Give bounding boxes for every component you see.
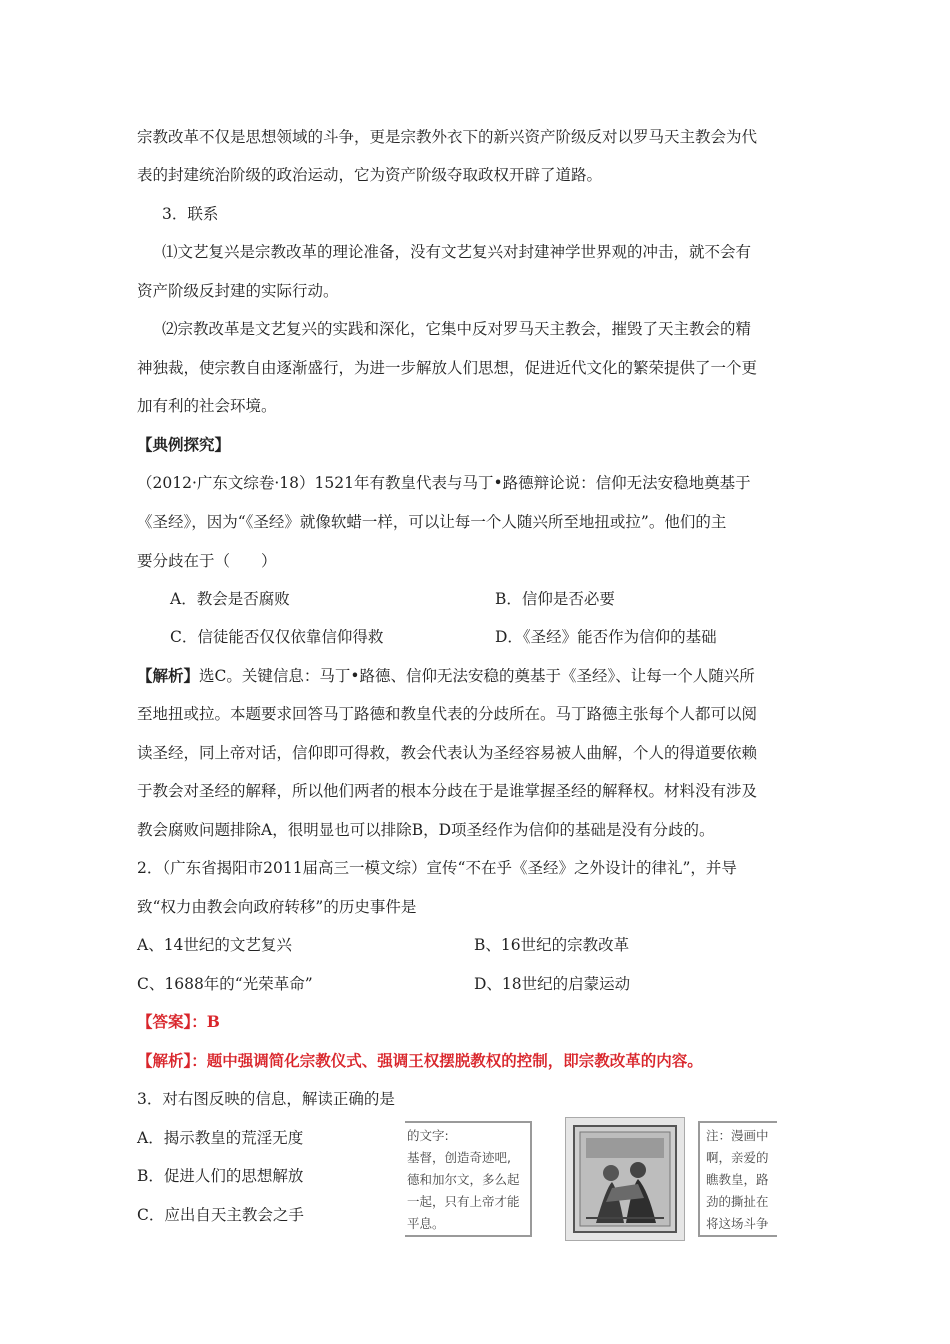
point1-line-2: 资产阶级反封建的实际行动。	[137, 282, 339, 300]
point1-line-1: ⑴文艺复兴是宗教改革的理论准备，没有文艺复兴对封建神学世界观的冲击，就不会有	[162, 243, 752, 261]
cartoon-engraving	[565, 1117, 685, 1241]
q3-option-b: B．促进人们的思想解放	[137, 1167, 304, 1185]
figure-caption-left	[405, 1121, 532, 1237]
paragraph-line-2: 表的封建统治阶级的政治运动，它为资产阶级夺取政权开辟了道路。	[137, 166, 603, 184]
point2-line-3: 加有利的社会环境。	[137, 397, 277, 415]
q1-stem-line-3: 要分歧在于（ ）	[137, 552, 277, 570]
figure-caption-left-text: 的文字: 基督，创造奇迹吧, 德和加尔文，多么起 一起，只有上帝才能 平息。	[407, 1128, 520, 1231]
point2-line-2: 神独裁，使宗教自由逐渐盛行，为进一步解放人们思想，促进近代文化的繁荣提供了一个更	[137, 359, 758, 377]
point2-line-1: ⑵宗教改革是文艺复兴的实践和深化，它集中反对罗马天主教会，摧毁了天主教会的精	[162, 320, 752, 338]
q2-answer-label: 【答案】	[137, 1012, 192, 1031]
example-heading: 【典例探究】	[137, 435, 231, 454]
q1-analysis-line-3: 读圣经，同上帝对话，信仰即可得救，教会代表认为圣经容易被人曲解，个人的得道要依赖	[137, 744, 758, 762]
q1-analysis-line-1	[137, 666, 755, 686]
q2-option-b: B、16世纪的宗教改革	[474, 936, 630, 954]
q1-stem-line-1: （2012·广东文综卷·18）1521年有教皇代表与马丁•路德辩论说：信仰无法安稳地奠基于	[137, 474, 751, 492]
cartoon-figure	[405, 1117, 777, 1241]
engraving-illustration-icon	[566, 1118, 684, 1240]
q1-option-c: C．信徒能否仅仅依靠信仰得救	[170, 628, 384, 646]
q1-option-a: A．教会是否腐败	[170, 590, 290, 608]
q3-option-c: C．应出自天主教会之手	[137, 1206, 304, 1224]
q1-analysis-line-4: 于教会对圣经的解释，所以他们两者的根本分歧在于是谁掌握圣经的解释权。材料没有涉及	[137, 782, 758, 800]
q2-option-d: D、18世纪的启蒙运动	[474, 975, 631, 993]
q2-stem-line-2: 致“权力由教会向政府转移”的历史事件是	[137, 898, 417, 916]
q1-analysis-text: 选C。关键信息：马丁•路德、信仰无法安稳的奠基于《圣经》、让每一个人随兴所	[199, 667, 755, 685]
q2-analysis-text: ：题中强调简化宗教仪式、强调王权摆脱教权的控制，即宗教改革的内容。	[191, 1051, 703, 1070]
q1-option-d: D．《圣经》能否作为信仰的基础	[495, 628, 717, 646]
q3-option-a: A．揭示教皇的荒淫无度	[137, 1129, 304, 1147]
q3-stem: 3．对右图反映的信息，解读正确的是	[137, 1090, 395, 1108]
section3-title: 3．联系	[162, 205, 219, 223]
q1-analysis-label: 【解析】	[137, 666, 200, 685]
figure-caption-right	[698, 1121, 777, 1237]
q1-option-b: B．信仰是否必要	[495, 590, 615, 608]
paragraph-line-1: 宗教改革不仅是思想领域的斗争，更是宗教外衣下的新兴资产阶级反对以罗马天主教会为代	[137, 128, 758, 146]
q2-analysis-label: 【解析】	[137, 1051, 192, 1070]
q1-stem-line-2: 《圣经》，因为“《圣经》就像软蜡一样，可以让每一个人随兴所至地扭或拉”。他们的主	[137, 513, 727, 531]
q2-analysis	[137, 1051, 703, 1071]
q2-answer	[137, 1012, 220, 1032]
figure-caption-right-text: 注：漫画中 啊，亲爱的 瞧教皇，路 劲的撕扯在 将这场斗争	[706, 1128, 769, 1231]
q1-analysis-line-5: 教会腐败问题排除A，很明显也可以排除B，D项圣经作为信仰的基础是没有分歧的。	[137, 821, 715, 839]
q2-option-a: A、14世纪的文艺复兴	[137, 936, 292, 954]
q2-answer-text: ：B	[191, 1012, 220, 1031]
q2-option-c: C、1688年的“光荣革命”	[137, 975, 313, 993]
q1-analysis-line-2: 至地扭或拉。本题要求回答马丁路德和教皇代表的分歧所在。马丁路德主张每个人都可以阅	[137, 705, 758, 723]
q2-stem-line-1: 2．（广东省揭阳市2011届高三一模文综）宣传“不在乎《圣经》之外设计的律礼”，并导	[137, 859, 737, 877]
